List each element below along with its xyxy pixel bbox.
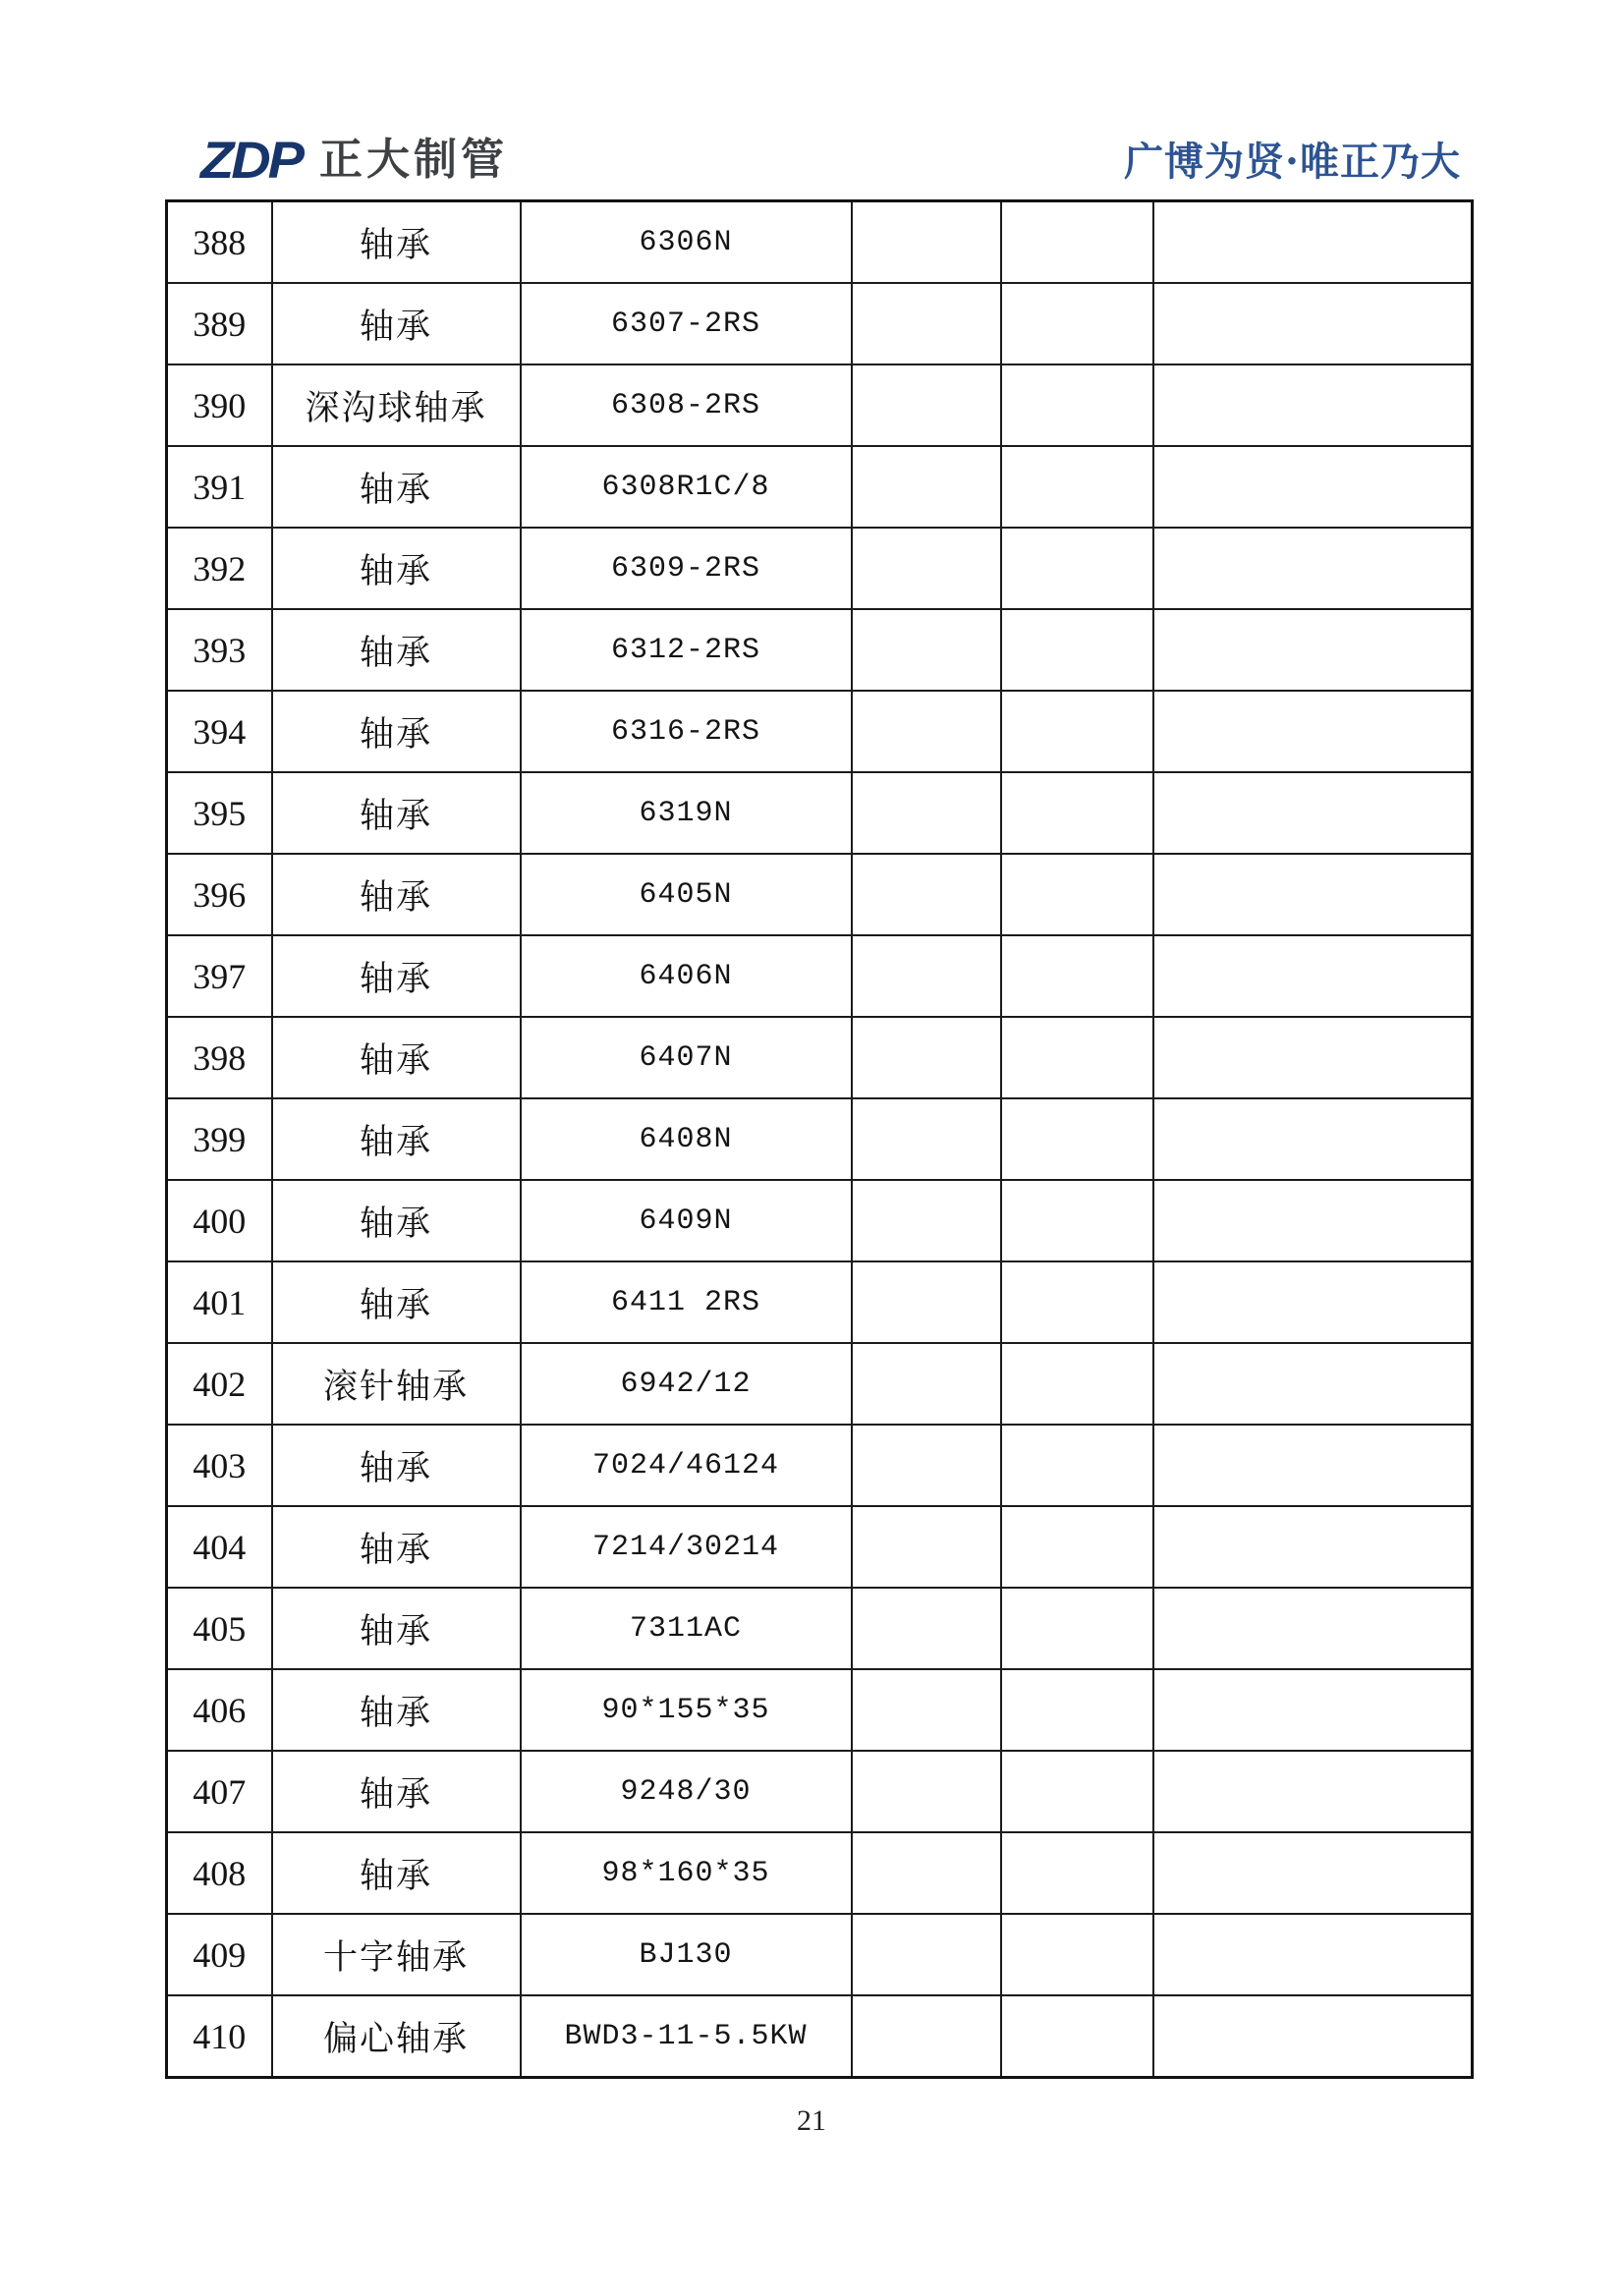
spec-cell: 6406N <box>521 935 852 1017</box>
spec-cell: 6407N <box>521 1017 852 1098</box>
logo-company-name: 正大制管 <box>319 135 508 185</box>
table-row <box>167 1098 1473 1180</box>
parts-table-body <box>167 201 1473 2078</box>
empty-cell <box>852 1914 1001 1995</box>
item-name-cell: 深沟球轴承 <box>272 364 521 446</box>
empty-cell <box>852 364 1001 446</box>
table-row <box>167 772 1473 854</box>
item-name-cell: 轴承 <box>272 1751 521 1832</box>
table-row <box>167 1261 1473 1343</box>
row-number-cell: 399 <box>167 1098 272 1180</box>
row-number-cell: 405 <box>167 1588 272 1669</box>
empty-cell <box>852 1506 1001 1588</box>
empty-cell <box>1153 1098 1473 1180</box>
table-row <box>167 1588 1473 1669</box>
spec-cell: 6942/12 <box>521 1343 852 1425</box>
empty-cell <box>1001 1995 1153 2078</box>
empty-cell <box>852 1751 1001 1832</box>
spec-cell: 6411 2RS <box>521 1261 852 1343</box>
empty-cell <box>1001 854 1153 935</box>
empty-cell <box>1001 1751 1153 1832</box>
empty-cell <box>1153 1017 1473 1098</box>
empty-cell <box>1153 1914 1473 1995</box>
empty-cell <box>852 1669 1001 1751</box>
parts-table <box>165 199 1474 2079</box>
row-number-cell: 392 <box>167 528 272 609</box>
table-row <box>167 1343 1473 1425</box>
empty-cell <box>1001 1017 1153 1098</box>
row-number-cell: 410 <box>167 1995 272 2078</box>
table-row <box>167 1751 1473 1832</box>
row-number-cell: 395 <box>167 772 272 854</box>
item-name-cell: 轴承 <box>272 1017 521 1098</box>
empty-cell <box>1001 446 1153 528</box>
table-row <box>167 1995 1473 2078</box>
spec-cell: 6312-2RS <box>521 609 852 691</box>
row-number-cell: 388 <box>167 201 272 284</box>
item-name-cell: 轴承 <box>272 772 521 854</box>
empty-cell <box>852 772 1001 854</box>
empty-cell <box>1153 528 1473 609</box>
item-name-cell: 轴承 <box>272 1669 521 1751</box>
item-name-cell: 轴承 <box>272 854 521 935</box>
item-name-cell: 轴承 <box>272 935 521 1017</box>
empty-cell <box>1153 1995 1473 2078</box>
item-name-cell: 轴承 <box>272 446 521 528</box>
empty-cell <box>1153 1261 1473 1343</box>
empty-cell <box>1153 935 1473 1017</box>
table-row <box>167 1017 1473 1098</box>
empty-cell <box>852 1425 1001 1506</box>
table-row <box>167 1180 1473 1261</box>
row-number-cell: 390 <box>167 364 272 446</box>
spec-cell: 6308R1C/8 <box>521 446 852 528</box>
row-number-cell: 401 <box>167 1261 272 1343</box>
empty-cell <box>852 1343 1001 1425</box>
table-row <box>167 691 1473 772</box>
empty-cell <box>852 1832 1001 1914</box>
empty-cell <box>1001 691 1153 772</box>
spec-cell: 6409N <box>521 1180 852 1261</box>
empty-cell <box>1001 1506 1153 1588</box>
item-name-cell: 轴承 <box>272 201 521 284</box>
empty-cell <box>1153 1588 1473 1669</box>
spec-cell: 6307-2RS <box>521 283 852 364</box>
item-name-cell: 轴承 <box>272 1832 521 1914</box>
table-row <box>167 609 1473 691</box>
item-name-cell: 轴承 <box>272 691 521 772</box>
row-number-cell: 406 <box>167 1669 272 1751</box>
spec-cell: 6408N <box>521 1098 852 1180</box>
empty-cell <box>852 854 1001 935</box>
empty-cell <box>852 283 1001 364</box>
table-row <box>167 1506 1473 1588</box>
logo-zdp-text: ZDP <box>200 130 302 190</box>
item-name-cell: 轴承 <box>272 1180 521 1261</box>
empty-cell <box>1153 446 1473 528</box>
row-number-cell: 396 <box>167 854 272 935</box>
spec-cell: 6309-2RS <box>521 528 852 609</box>
table-row <box>167 528 1473 609</box>
empty-cell <box>1153 283 1473 364</box>
spec-cell: 6306N <box>521 201 852 284</box>
item-name-cell: 轴承 <box>272 609 521 691</box>
empty-cell <box>1153 691 1473 772</box>
row-number-cell: 409 <box>167 1914 272 1995</box>
page-number: 21 <box>797 2104 826 2137</box>
empty-cell <box>1153 1751 1473 1832</box>
row-number-cell: 398 <box>167 1017 272 1098</box>
row-number-cell: 404 <box>167 1506 272 1588</box>
spec-cell: 9248/30 <box>521 1751 852 1832</box>
spec-cell: BWD3-11-5.5KW <box>521 1995 852 2078</box>
empty-cell <box>1001 1098 1153 1180</box>
empty-cell <box>1001 935 1153 1017</box>
empty-cell <box>852 1261 1001 1343</box>
item-name-cell: 滚针轴承 <box>272 1343 521 1425</box>
spec-cell: 98*160*35 <box>521 1832 852 1914</box>
empty-cell <box>1001 1261 1153 1343</box>
empty-cell <box>1153 1506 1473 1588</box>
empty-cell <box>852 1995 1001 2078</box>
empty-cell <box>1153 1343 1473 1425</box>
empty-cell <box>1001 1180 1153 1261</box>
item-name-cell: 轴承 <box>272 528 521 609</box>
item-name-cell: 十字轴承 <box>272 1914 521 1995</box>
empty-cell <box>852 609 1001 691</box>
table-row <box>167 854 1473 935</box>
table-row <box>167 1832 1473 1914</box>
table-row <box>167 935 1473 1017</box>
item-name-cell: 偏心轴承 <box>272 1995 521 2078</box>
item-name-cell: 轴承 <box>272 283 521 364</box>
item-name-cell: 轴承 <box>272 1506 521 1588</box>
table-row <box>167 1669 1473 1751</box>
empty-cell <box>852 528 1001 609</box>
empty-cell <box>1153 609 1473 691</box>
empty-cell <box>852 1017 1001 1098</box>
row-number-cell: 397 <box>167 935 272 1017</box>
row-number-cell: 391 <box>167 446 272 528</box>
empty-cell <box>1153 1180 1473 1261</box>
item-name-cell: 轴承 <box>272 1425 521 1506</box>
item-name-cell: 轴承 <box>272 1098 521 1180</box>
empty-cell <box>852 1098 1001 1180</box>
empty-cell <box>1001 364 1153 446</box>
spec-cell: 6405N <box>521 854 852 935</box>
empty-cell <box>852 935 1001 1017</box>
empty-cell <box>852 201 1001 284</box>
empty-cell <box>1001 283 1153 364</box>
empty-cell <box>852 446 1001 528</box>
spec-cell: 7214/30214 <box>521 1506 852 1588</box>
header-slogan: 广博为贤·唯正乃大 <box>1124 139 1461 185</box>
empty-cell <box>1001 201 1153 284</box>
table-row <box>167 446 1473 528</box>
row-number-cell: 394 <box>167 691 272 772</box>
empty-cell <box>1001 1669 1153 1751</box>
row-number-cell: 407 <box>167 1751 272 1832</box>
empty-cell <box>1153 1669 1473 1751</box>
empty-cell <box>1153 1425 1473 1506</box>
table-row <box>167 283 1473 364</box>
row-number-cell: 389 <box>167 283 272 364</box>
empty-cell <box>1153 201 1473 284</box>
empty-cell <box>1001 1832 1153 1914</box>
empty-cell <box>1153 772 1473 854</box>
spec-cell: 6319N <box>521 772 852 854</box>
row-number-cell: 393 <box>167 609 272 691</box>
spec-cell: 6316-2RS <box>521 691 852 772</box>
table-row <box>167 1425 1473 1506</box>
empty-cell <box>1153 854 1473 935</box>
table-row <box>167 364 1473 446</box>
item-name-cell: 轴承 <box>272 1261 521 1343</box>
empty-cell <box>1153 364 1473 446</box>
empty-cell <box>1001 772 1153 854</box>
spec-cell: 90*155*35 <box>521 1669 852 1751</box>
spec-cell: 7024/46124 <box>521 1425 852 1506</box>
row-number-cell: 408 <box>167 1832 272 1914</box>
spec-cell: BJ130 <box>521 1914 852 1995</box>
empty-cell <box>1001 609 1153 691</box>
empty-cell <box>1001 1914 1153 1995</box>
empty-cell <box>1001 1343 1153 1425</box>
spec-cell: 7311AC <box>521 1588 852 1669</box>
empty-cell <box>852 1180 1001 1261</box>
table-row <box>167 1914 1473 1995</box>
row-number-cell: 403 <box>167 1425 272 1506</box>
empty-cell <box>852 691 1001 772</box>
item-name-cell: 轴承 <box>272 1588 521 1669</box>
table-row <box>167 201 1473 284</box>
spec-cell: 6308-2RS <box>521 364 852 446</box>
row-number-cell: 400 <box>167 1180 272 1261</box>
empty-cell <box>1001 528 1153 609</box>
empty-cell <box>852 1588 1001 1669</box>
company-logo <box>200 130 508 190</box>
empty-cell <box>1001 1588 1153 1669</box>
row-number-cell: 402 <box>167 1343 272 1425</box>
empty-cell <box>1001 1425 1153 1506</box>
empty-cell <box>1153 1832 1473 1914</box>
